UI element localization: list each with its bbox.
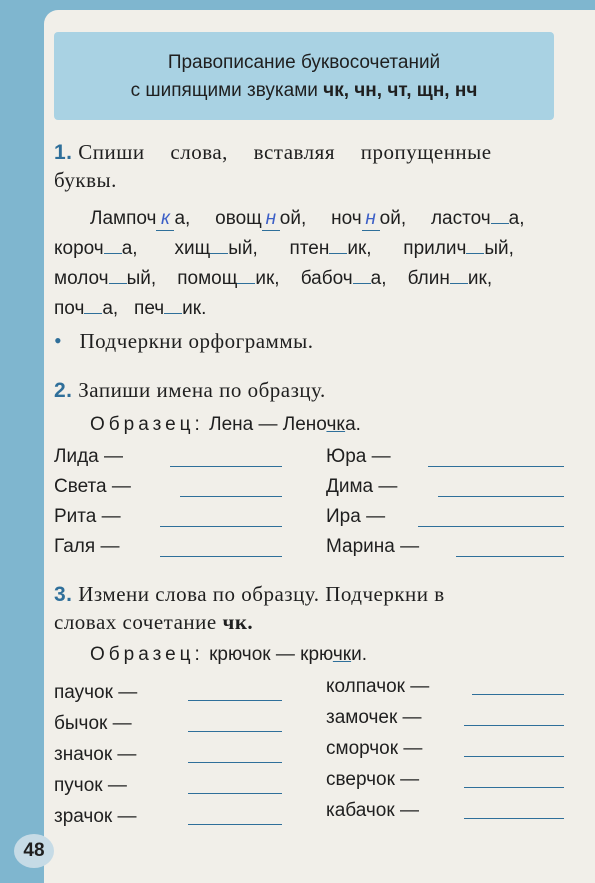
task3-instruction [54,582,445,607]
handwritten-letter: к [156,208,174,231]
word: блин [407,268,450,289]
task1-words-row3 [54,268,492,290]
word: печ [134,298,165,319]
word: ик, [347,238,372,259]
dash: — [275,644,295,665]
textbook-page [44,10,595,883]
word: бабоч [300,268,353,289]
answer-line[interactable] [180,496,282,497]
answer-line[interactable] [464,787,564,788]
word: помощ [177,268,238,289]
bullet-icon: • [54,328,63,353]
word: Лампоч [90,208,157,229]
task3-sample [90,644,367,666]
task2-left-1: Лида — [54,446,124,467]
blank [329,253,347,254]
task3-number: 3. [54,583,73,606]
section-header [54,32,554,120]
word: а, [370,268,387,289]
task2-instruction-text: Запиши имена по образцу. [78,378,326,402]
sample-label: Образец: [90,644,204,665]
answer-line[interactable] [464,725,564,726]
task3-left-1: паучок — [54,682,138,703]
blank [353,283,371,284]
word: молоч [54,268,109,289]
header-title-prefix: с шипящими звуками [130,80,318,101]
task3-right-2: замочек — [326,707,422,728]
answer-line[interactable] [456,556,564,557]
task3-left-2: бычок — [54,713,132,734]
blank [466,253,484,254]
task3-instruction-text: Измени слова по образцу. Подчеркни в [78,582,445,606]
task1-words-row2 [54,238,514,260]
answer-line[interactable] [464,818,564,819]
task3-left-4: пучок — [54,775,127,796]
word: а, [102,298,119,319]
task1-instruction [54,140,492,165]
header-title-line2 [54,80,554,102]
word: короч [54,238,104,259]
word: поч [54,298,85,319]
task3-right-1: колпачок — [326,676,430,697]
blank [210,253,228,254]
word: ый, [228,238,258,259]
task3-left-5: зрачок — [54,806,137,827]
word: хищ [174,238,211,259]
word: прилич [403,238,467,259]
task1-instruction-cont: буквы. [54,168,117,192]
task1-words-row4 [54,298,206,320]
handwritten-letter: н [262,208,280,231]
answer-line[interactable] [160,526,282,527]
task3-right-3: сморчок — [326,738,423,759]
sample-word: крючок [209,644,271,665]
answer-line[interactable] [160,556,282,557]
sample-word: Лена [209,414,254,435]
task3-right-4: сверчок — [326,769,420,790]
answer-line[interactable] [188,793,282,794]
word: овощ [215,208,262,229]
blank [104,253,122,254]
sample-answer: Леночка. [282,414,361,435]
task2-left-4: Галя — [54,536,120,557]
word: ик. [182,298,207,319]
task2-right-4: Марина — [326,536,420,557]
sample-answer: крючки. [300,644,367,665]
task1-instruction-text: Спиши слова, вставляя пропущенные [78,140,492,164]
answer-line[interactable] [188,700,282,701]
task2-left-2: Света — [54,476,131,497]
task2-instruction [54,378,326,403]
answer-line[interactable] [170,466,282,467]
answer-line[interactable] [418,526,564,527]
answer-line[interactable] [464,756,564,757]
task1-note [54,328,314,354]
word: ноч [331,208,362,229]
answer-line[interactable] [472,694,564,695]
blank [491,223,509,224]
task3-right-5: кабачок — [326,800,419,821]
word: ой, [279,208,307,229]
task3-left-3: значок — [54,744,137,765]
blank [237,283,255,284]
task3-instruction-cont: словах сочетание чк. [54,610,254,634]
answer-line[interactable] [428,466,564,467]
word: ый, [484,238,514,259]
task2-right-1: Юра — [326,446,391,467]
word: а, [174,208,191,229]
answer-line[interactable] [188,762,282,763]
task1-words-row1 [90,208,525,231]
blank [164,313,182,314]
blank [109,283,127,284]
word: а, [121,238,138,259]
task2-number: 2. [54,379,73,402]
task2-left-3: Рита — [54,506,121,527]
task1-note-text: Подчеркни орфограммы. [79,329,314,353]
task2-sample [90,414,361,436]
answer-line[interactable] [188,731,282,732]
word: птен [289,238,330,259]
header-title-line1: Правописание буквосочетаний [167,52,441,73]
sample-label: Образец: [90,414,204,435]
blank [450,283,468,284]
blank [84,313,102,314]
task1-number: 1. [54,141,73,164]
word: ый, [126,268,157,289]
page-number: 48 [14,834,54,868]
answer-line[interactable] [438,496,564,497]
task2-right-3: Ира — [326,506,386,527]
word: ик, [467,268,493,289]
word: а, [508,208,525,229]
word: ласточ [430,208,491,229]
word: ик, [255,268,280,289]
handwritten-letter: н [362,208,380,231]
dash: — [258,414,278,435]
header-letter-combos: чк, чн, чт, щн, нч [323,80,478,101]
answer-line[interactable] [188,824,282,825]
word: ой, [379,208,407,229]
task2-right-2: Дима — [326,476,398,497]
